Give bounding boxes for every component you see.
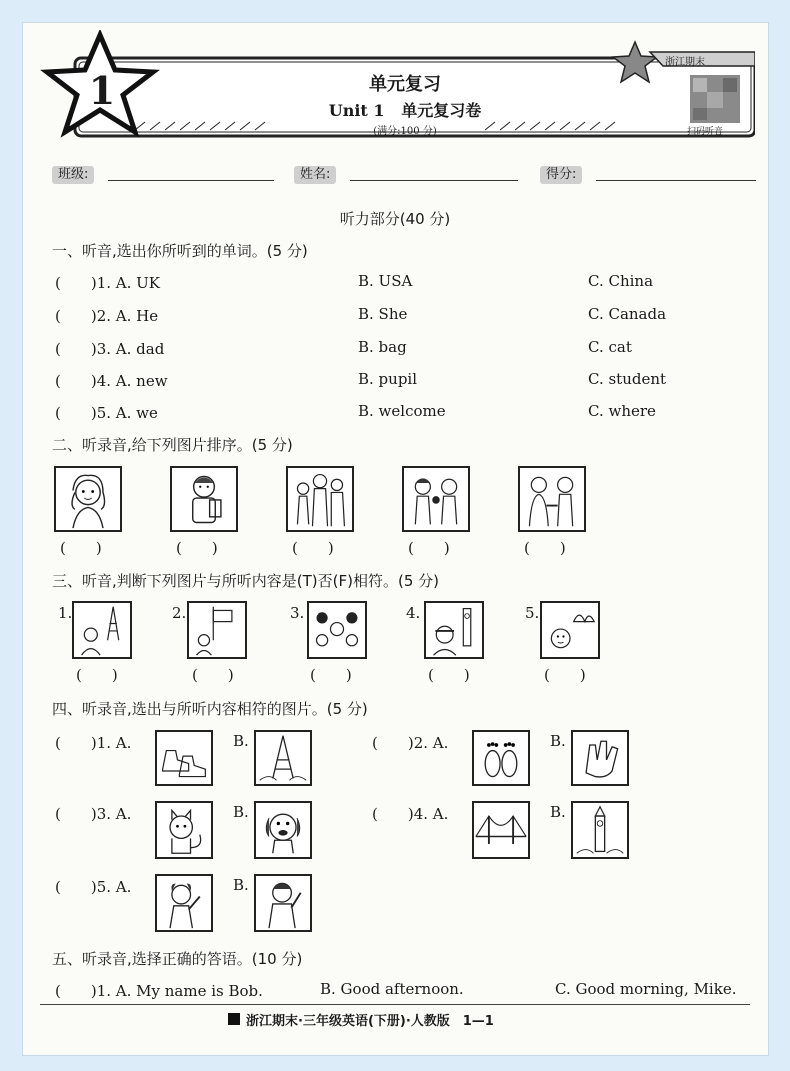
subtitle-unit: Unit 1 xyxy=(328,101,385,120)
boy-waving-icon xyxy=(256,876,310,930)
s2-picture-2 xyxy=(170,466,238,532)
subtitle-text: 单元复习卷 xyxy=(401,101,482,120)
eiffel-boy-icon xyxy=(74,603,130,657)
s4-item5-b: B. xyxy=(233,876,249,894)
header-banner xyxy=(35,30,755,140)
class-field[interactable] xyxy=(108,180,274,181)
s2-picture-1 xyxy=(54,466,122,532)
s1-item5-b[interactable]: B. welcome xyxy=(358,402,446,420)
shoes-icon xyxy=(157,732,211,784)
s4-item3-b: B. xyxy=(233,803,249,821)
eiffel-tower-icon xyxy=(256,732,310,784)
s3-label-4: 4. xyxy=(406,604,421,622)
footer-text: 浙江期末·三年级英语(下册)·人教版 1—1 xyxy=(246,1014,494,1029)
kids-circle-icon xyxy=(309,603,365,657)
class-label: 班级: xyxy=(52,166,94,184)
s4-item5-b-picture[interactable] xyxy=(254,874,312,932)
score-label: 得分: xyxy=(540,166,582,184)
s4-item5-q[interactable]: ( )5. A. xyxy=(55,878,132,896)
s2-paren-4[interactable]: ( ) xyxy=(408,539,450,557)
s5-item1-a[interactable]: ( )1. A. My name is Bob. xyxy=(55,982,263,1000)
kids-greeting-icon xyxy=(404,468,468,530)
family-group-icon xyxy=(288,468,352,530)
s1-item3-c[interactable]: C. cat xyxy=(588,338,632,356)
s2-paren-2[interactable]: ( ) xyxy=(176,539,218,557)
section1-heading: 一、听音,选出你所听到的单词。(5 分) xyxy=(52,242,308,260)
s4-item1-q[interactable]: ( )1. A. xyxy=(55,734,132,752)
bigben-girl-icon xyxy=(426,603,482,657)
s3-picture-4 xyxy=(424,601,484,659)
s3-label-2: 2. xyxy=(172,604,187,622)
footer-rule xyxy=(0,1004,790,1005)
girl-pointing-icon xyxy=(157,876,211,930)
region-label: 浙江期末 xyxy=(665,57,705,68)
s3-picture-5 xyxy=(540,601,600,659)
s4-item4-a-picture[interactable] xyxy=(472,801,530,859)
s5-item1-c[interactable]: C. Good morning, Mike. xyxy=(555,980,737,998)
s2-paren-3[interactable]: ( ) xyxy=(292,539,334,557)
worksheet-page xyxy=(22,22,769,1056)
s4-item3-a-picture[interactable] xyxy=(155,801,213,859)
s4-item4-b: B. xyxy=(550,803,566,821)
girl-portrait-icon xyxy=(56,468,120,530)
s3-label-1: 1. xyxy=(58,604,73,622)
s4-item2-b-picture[interactable] xyxy=(571,730,629,786)
s3-paren-3[interactable]: ( ) xyxy=(310,666,352,684)
unit-number: 1 xyxy=(88,68,116,113)
s1-item2-b[interactable]: B. She xyxy=(358,305,408,323)
s2-picture-4 xyxy=(402,466,470,532)
s1-item4-a[interactable]: ( )4. A. new xyxy=(55,372,168,390)
s1-item4-b[interactable]: B. pupil xyxy=(358,370,418,388)
s4-item3-b-picture[interactable] xyxy=(254,801,312,859)
s4-item4-q[interactable]: ( )4. A. xyxy=(372,805,449,823)
opera-house-kid-icon xyxy=(542,603,598,657)
s4-item5-a-picture[interactable] xyxy=(155,874,213,932)
s1-item3-a[interactable]: ( )3. A. dad xyxy=(55,340,165,358)
dog-icon xyxy=(256,803,310,857)
s2-picture-5 xyxy=(518,466,586,532)
s1-item2-a[interactable]: ( )2. A. He xyxy=(55,307,159,325)
s1-item1-c[interactable]: C. China xyxy=(588,272,654,290)
s3-paren-5[interactable]: ( ) xyxy=(544,666,586,684)
s4-item3-q[interactable]: ( )3. A. xyxy=(55,805,132,823)
flag-boy-icon xyxy=(189,603,245,657)
footer-square-icon xyxy=(228,1013,240,1025)
s3-label-5: 5. xyxy=(525,604,540,622)
s1-item3-b[interactable]: B. bag xyxy=(358,338,407,356)
s4-item4-b-picture[interactable] xyxy=(571,801,629,859)
section2-heading: 二、听录音,给下列图片排序。(5 分) xyxy=(52,436,293,454)
s5-item1-b[interactable]: B. Good afternoon. xyxy=(320,980,464,998)
s1-item5-c[interactable]: C. where xyxy=(588,402,656,420)
s2-picture-3 xyxy=(286,466,354,532)
section4-heading: 四、听录音,选出与所听内容相符的图片。(5 分) xyxy=(52,700,368,718)
name-field[interactable] xyxy=(350,180,518,181)
s4-item2-a-picture[interactable] xyxy=(472,730,530,786)
handshake-kids-icon xyxy=(520,468,584,530)
section5-heading: 五、听录音,选择正确的答语。(10 分) xyxy=(52,950,303,968)
hand-icon xyxy=(573,732,627,784)
s4-item1-a-picture[interactable] xyxy=(155,730,213,786)
name-label: 姓名: xyxy=(294,166,336,184)
s3-picture-2 xyxy=(187,601,247,659)
bridge-icon xyxy=(474,803,528,857)
s4-item1-b: B. xyxy=(233,732,249,750)
s3-paren-2[interactable]: ( ) xyxy=(192,666,234,684)
s2-paren-5[interactable]: ( ) xyxy=(524,539,566,557)
feet-icon xyxy=(474,732,528,784)
cat-icon xyxy=(157,803,211,857)
page-title: 单元复习 xyxy=(369,74,441,95)
boy-backpack-icon xyxy=(172,468,236,530)
s3-picture-1 xyxy=(72,601,132,659)
s4-item2-q[interactable]: ( )2. A. xyxy=(372,734,449,752)
score-note: (满分:100 分) xyxy=(373,126,437,137)
s3-picture-3 xyxy=(307,601,367,659)
big-ben-icon xyxy=(573,803,627,857)
s3-paren-1[interactable]: ( ) xyxy=(76,666,118,684)
s3-paren-4[interactable]: ( ) xyxy=(428,666,470,684)
score-field[interactable] xyxy=(596,180,756,181)
listening-title: 听力部分(40 分) xyxy=(339,210,451,228)
s1-item2-c[interactable]: C. Canada xyxy=(588,305,667,323)
s1-item5-a[interactable]: ( )5. A. we xyxy=(55,404,158,422)
s1-item1-a[interactable]: ( )1. A. UK xyxy=(55,274,161,292)
s4-item2-b: B. xyxy=(550,732,566,750)
s1-item1-b[interactable]: B. USA xyxy=(358,272,413,290)
page-subtitle xyxy=(235,98,575,121)
s4-item1-b-picture[interactable] xyxy=(254,730,312,786)
s2-paren-1[interactable]: ( ) xyxy=(60,539,102,557)
s1-item4-c[interactable]: C. student xyxy=(588,370,667,388)
section3-heading: 三、听音,判断下列图片与所听内容是(T)否(F)相符。(5 分) xyxy=(52,572,439,590)
qr-caption: 扫码听音 xyxy=(687,127,724,137)
s3-label-3: 3. xyxy=(290,604,305,622)
